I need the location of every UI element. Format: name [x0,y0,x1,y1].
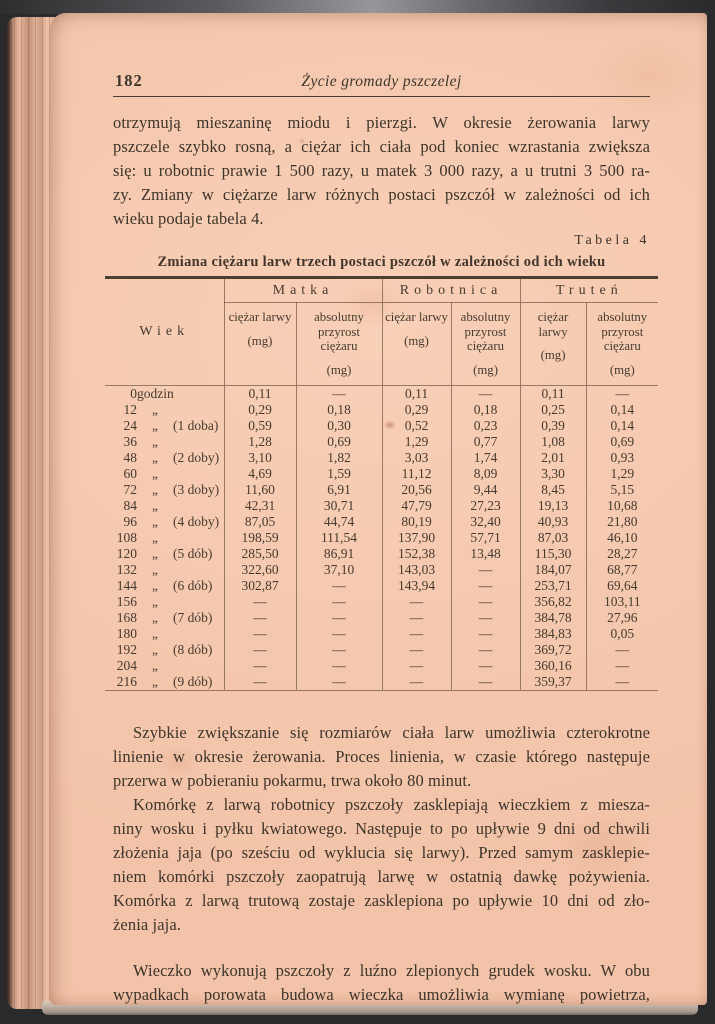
subheader-gain [451,303,520,386]
age-part: „ [152,642,158,657]
age-part: „ [152,402,158,417]
age-part: „ [152,418,158,433]
table-row [105,562,658,578]
value-cell: — [382,674,451,691]
value-cell: 87,05 [224,514,296,530]
age-part [173,562,224,578]
value-cell: 3,03 [382,450,451,466]
group-header-robotnica: Robotnica [382,278,520,303]
value-cell: 32,40 [451,514,520,530]
text-line: pszczele szybko rosną, a ciężar ich ciała pod koniec wzrastania zwiększa [113,137,650,156]
table-row [105,482,658,498]
age-part: 0 [130,386,137,401]
value-cell: — [451,610,520,626]
page-stack-edge [7,17,55,1009]
value-cell: 11,60 [224,482,296,498]
table-row [105,594,658,610]
age-cell [105,642,224,658]
age-cell [105,482,224,498]
paragraph-molting [113,721,650,793]
age-part: „ [152,610,158,625]
value-cell: 0,59 [224,418,296,434]
value-cell: 1,28 [224,434,296,450]
value-cell: 0,52 [382,418,451,434]
age-part: (8 dób) [173,642,213,657]
value-cell: 0,14 [586,418,658,434]
value-cell: 28,27 [586,546,658,562]
table-row [105,610,658,626]
value-cell: 115,30 [520,546,586,562]
value-cell: 0,11 [520,386,586,403]
value-cell: 47,79 [382,498,451,514]
text-line: otrzymują mieszaninę miodu i pierzgi. W okresie żerowania larwy [113,113,650,132]
table-group-header-row [105,278,658,303]
value-cell: — [451,562,520,578]
value-cell: — [451,642,520,658]
value-cell: 253,71 [520,578,586,594]
table-row [105,658,658,674]
value-cell: 360,16 [520,658,586,674]
larvae-weight-table [105,276,658,691]
table-row [105,434,658,450]
value-cell: — [382,658,451,674]
value-cell: 46,10 [586,530,658,546]
text-line: przerwa w pobieraniu pokarmu, trwa około 80 minut. [113,771,472,790]
value-cell: 198,59 [224,530,296,546]
value-cell: — [451,386,520,403]
value-cell: 6,91 [296,482,382,498]
age-part: 156 [116,594,137,609]
value-cell: — [296,594,382,610]
value-cell: — [451,626,520,642]
value-cell: 0,77 [451,434,520,450]
value-cell: — [382,594,451,610]
age-part: 36 [123,434,137,449]
text-line: się: u robotnic prawie 1 500 razy, u matek 3 000 razy, a u trutni 3 500 ra- [113,161,650,180]
table-caption: Tabela 4 [574,233,650,248]
subheader-label: absolutny przyrost ciężaru [597,310,648,353]
text-line: Szybkie zwiększanie się rozmiarów ciała larw umożliwia czterokrotne [133,723,650,742]
value-cell: 152,38 [382,546,451,562]
age-part: „ [152,658,158,673]
value-cell: 44,74 [296,514,382,530]
value-cell: 80,19 [382,514,451,530]
table-row [105,498,658,514]
age-cell [105,594,224,610]
age-part: „ [152,530,158,545]
value-cell: — [382,626,451,642]
age-part: (2 doby) [173,450,220,465]
age-part [173,530,224,546]
subheader-gain [586,303,658,386]
age-part: 192 [116,642,137,657]
value-cell: 384,78 [520,610,586,626]
value-cell: 3,30 [520,466,586,482]
age-cell [105,610,224,626]
unit-label: (mg) [326,362,352,377]
value-cell: — [586,674,658,691]
unit-label: (mg) [540,348,566,362]
value-cell: 42,31 [224,498,296,514]
value-cell: 86,91 [296,546,382,562]
value-cell: 184,07 [520,562,586,578]
age-cell [105,386,224,403]
value-cell: 1,29 [586,466,658,482]
text-line: zy. Zmiany w ciężarze larw różnych postaci pszczół w zależności od ich [113,185,650,204]
value-cell: 0,30 [296,418,382,434]
group-header-matka: Matka [224,278,382,303]
page-number: 182 [115,71,143,90]
age-part [173,402,224,418]
value-cell: 0,25 [520,402,586,418]
value-cell: 9,44 [451,482,520,498]
value-cell: — [296,626,382,642]
value-cell: — [224,626,296,642]
value-cell: 137,90 [382,530,451,546]
value-cell: 13,48 [451,546,520,562]
age-part: (7 dób) [173,610,213,625]
value-cell: 4,69 [224,466,296,482]
unit-label: (mg) [247,333,273,348]
age-part: „ [152,514,158,529]
age-cell [105,498,224,514]
age-part: „ [152,450,158,465]
value-cell: 302,87 [224,578,296,594]
running-header-title: Życie gromady pszczelej [301,73,462,90]
age-cell [105,418,224,434]
value-cell: 103,11 [586,594,658,610]
age-cell [105,402,224,418]
text-line: złożenia jaja (po sześciu od wyklucia się larwy). Przed samym zasklepie- [113,843,650,862]
value-cell: 21,80 [586,514,658,530]
age-part: 108 [116,530,137,545]
value-cell: 0,11 [224,386,296,403]
value-cell: 68,77 [586,562,658,578]
running-header [113,69,650,97]
subheader-label: absolutny przyrost ciężaru [314,310,364,353]
value-cell: — [224,674,296,691]
value-cell: 0,05 [586,626,658,642]
value-cell: — [451,578,520,594]
value-cell: 19,13 [520,498,586,514]
value-cell: — [224,658,296,674]
value-cell: 40,93 [520,514,586,530]
value-cell: — [382,610,451,626]
value-cell: 8,09 [451,466,520,482]
text-line: żenia jaja. [113,915,181,934]
value-cell: 11,12 [382,466,451,482]
age-part [173,434,224,450]
value-cell: 0,93 [586,450,658,466]
subheader-gain [296,303,382,386]
text-line: Komórka z larwą trutową zostaje zasklepiona po upływie 10 dni od zło- [113,891,650,910]
value-cell: 2,01 [520,450,586,466]
age-part [173,626,224,642]
value-cell: 30,71 [296,498,382,514]
value-cell: — [296,658,382,674]
age-cell [105,530,224,546]
value-cell: — [296,674,382,691]
subheader-label: absolutny przyrost ciężaru [460,310,511,353]
value-cell: — [586,386,658,403]
table-title: Zmiana ciężaru larw trzech postaci pszczół w zależności od ich wieku [157,254,606,270]
value-cell: 0,29 [224,402,296,418]
age-part [173,386,224,402]
age-part [173,658,224,674]
value-cell: 0,18 [296,402,382,418]
age-part: 84 [123,498,137,513]
age-part: 96 [123,514,137,529]
age-cell [105,434,224,450]
age-part: 204 [116,658,137,673]
table-row [105,514,658,530]
age-part: „ [152,578,158,593]
value-cell: — [451,674,520,691]
table-row [105,418,658,434]
value-cell: 111,54 [296,530,382,546]
text-line: wypadkach porowata budowa wieczka umożliwia wymianę powietrza, [113,985,650,1004]
value-cell: 0,69 [296,434,382,450]
value-cell: 1,08 [520,434,586,450]
value-cell: 384,83 [520,626,586,642]
subheader-label: ciężar larwy [537,310,569,339]
age-part: „ [152,482,158,497]
subheader-weight [520,303,586,386]
age-part: 132 [116,562,137,577]
age-part: 48 [123,450,137,465]
paragraph-capping [113,793,650,937]
subheader-weight [382,303,451,386]
value-cell: 27,23 [451,498,520,514]
age-cell [105,514,224,530]
value-cell: 1,82 [296,450,382,466]
age-part: „ [152,466,158,481]
value-cell: 143,94 [382,578,451,594]
value-cell: 27,96 [586,610,658,626]
table-row [105,530,658,546]
age-part: (9 dób) [173,674,213,689]
paragraph-intro [113,111,650,231]
text-line: linienie w okresie żerowania. Proces linienia, w czasie którego następuje [113,747,650,766]
age-part: 216 [116,674,137,689]
age-column-header: Wiek [105,278,224,386]
age-part: „ [152,434,158,449]
book-page [50,13,707,1005]
value-cell: 1,74 [451,450,520,466]
table-row [105,386,658,403]
age-part: 72 [123,482,137,497]
value-cell: 20,56 [382,482,451,498]
age-cell [105,674,224,691]
unit-label: (mg) [404,333,429,348]
age-cell [105,562,224,578]
age-part: „ [152,546,158,561]
age-part: 120 [116,546,137,561]
age-part [173,594,224,610]
table-row [105,642,658,658]
age-part: (1 doba) [173,418,219,433]
table-row [105,674,658,691]
value-cell: — [224,594,296,610]
age-part: „ [152,498,158,513]
age-part: 168 [116,610,137,625]
subheader-label: ciężar larwy [228,310,292,324]
value-cell: — [224,610,296,626]
value-cell: 356,82 [520,594,586,610]
value-cell: 0,11 [382,386,451,403]
unit-label: (mg) [609,362,635,377]
value-cell: 69,64 [586,578,658,594]
age-cell [105,626,224,642]
age-part [173,498,224,514]
value-cell: 143,03 [382,562,451,578]
value-cell: 0,14 [586,402,658,418]
scanner-bed-top [0,0,715,14]
text-line: Wieczko wykonują pszczoły z luźno zlepionych grudek wosku. W obu [133,961,650,980]
value-cell: 359,37 [520,674,586,691]
value-cell: 8,45 [520,482,586,498]
age-part: 24 [123,418,137,433]
table-row [105,546,658,562]
table-row [105,466,658,482]
text-line: wieku podaje tabela 4. [113,209,264,228]
value-cell: — [296,642,382,658]
subheader-label: ciężar larwy [385,310,448,324]
age-part: 12 [123,402,137,417]
age-part: godzin [137,386,174,401]
table-row [105,450,658,466]
value-cell: 5,15 [586,482,658,498]
text-line: niem komórki pszczoły zaopatrują larwę w ostatnią dawkę pożywienia. [113,867,650,886]
age-cell [105,450,224,466]
page-content [113,69,650,1007]
value-cell: — [451,594,520,610]
age-cell [105,658,224,674]
age-part: „ [152,594,158,609]
value-cell: 0,23 [451,418,520,434]
value-cell: — [382,642,451,658]
age-part: 180 [116,626,137,641]
value-cell: 3,10 [224,450,296,466]
age-cell [105,578,224,594]
age-cell [105,466,224,482]
value-cell: 10,68 [586,498,658,514]
age-part [173,466,224,482]
table-body [105,386,658,691]
value-cell: 1,59 [296,466,382,482]
age-cell [105,546,224,562]
value-cell: 0,69 [586,434,658,450]
age-part: „ [152,626,158,641]
value-cell: — [586,642,658,658]
subheader-weight [224,303,296,386]
text-line: Komórkę z larwą robotnicy pszczoły zasklepiają wieczkiem z miesza- [133,795,650,814]
age-part: 60 [123,466,137,481]
text-line: niny wosku i pyłku kwiatowego. Następuje to po upływie 9 dni od chwili [113,819,650,838]
paragraph-cap-structure [113,959,650,1007]
value-cell: 87,03 [520,530,586,546]
age-part: (5 dób) [173,546,213,561]
table-row [105,402,658,418]
value-cell: — [296,386,382,403]
value-cell: — [296,578,382,594]
value-cell: 285,50 [224,546,296,562]
age-part: (3 doby) [173,482,220,497]
table-row [105,626,658,642]
value-cell: — [224,642,296,658]
value-cell: 0,39 [520,418,586,434]
age-part: „ [152,562,158,577]
age-part: 144 [116,578,137,593]
value-cell: 37,10 [296,562,382,578]
value-cell: — [586,658,658,674]
age-part: (6 dób) [173,578,213,593]
age-part: (4 doby) [173,514,220,529]
unit-label: (mg) [473,362,498,377]
value-cell: 369,72 [520,642,586,658]
value-cell: 322,60 [224,562,296,578]
value-cell: 1,29 [382,434,451,450]
value-cell: 57,71 [451,530,520,546]
value-cell: — [296,610,382,626]
value-cell: — [451,658,520,674]
group-header-truten: Truteń [520,278,658,303]
value-cell: 0,29 [382,402,451,418]
table-row [105,578,658,594]
value-cell: 0,18 [451,402,520,418]
age-part: „ [152,674,158,689]
